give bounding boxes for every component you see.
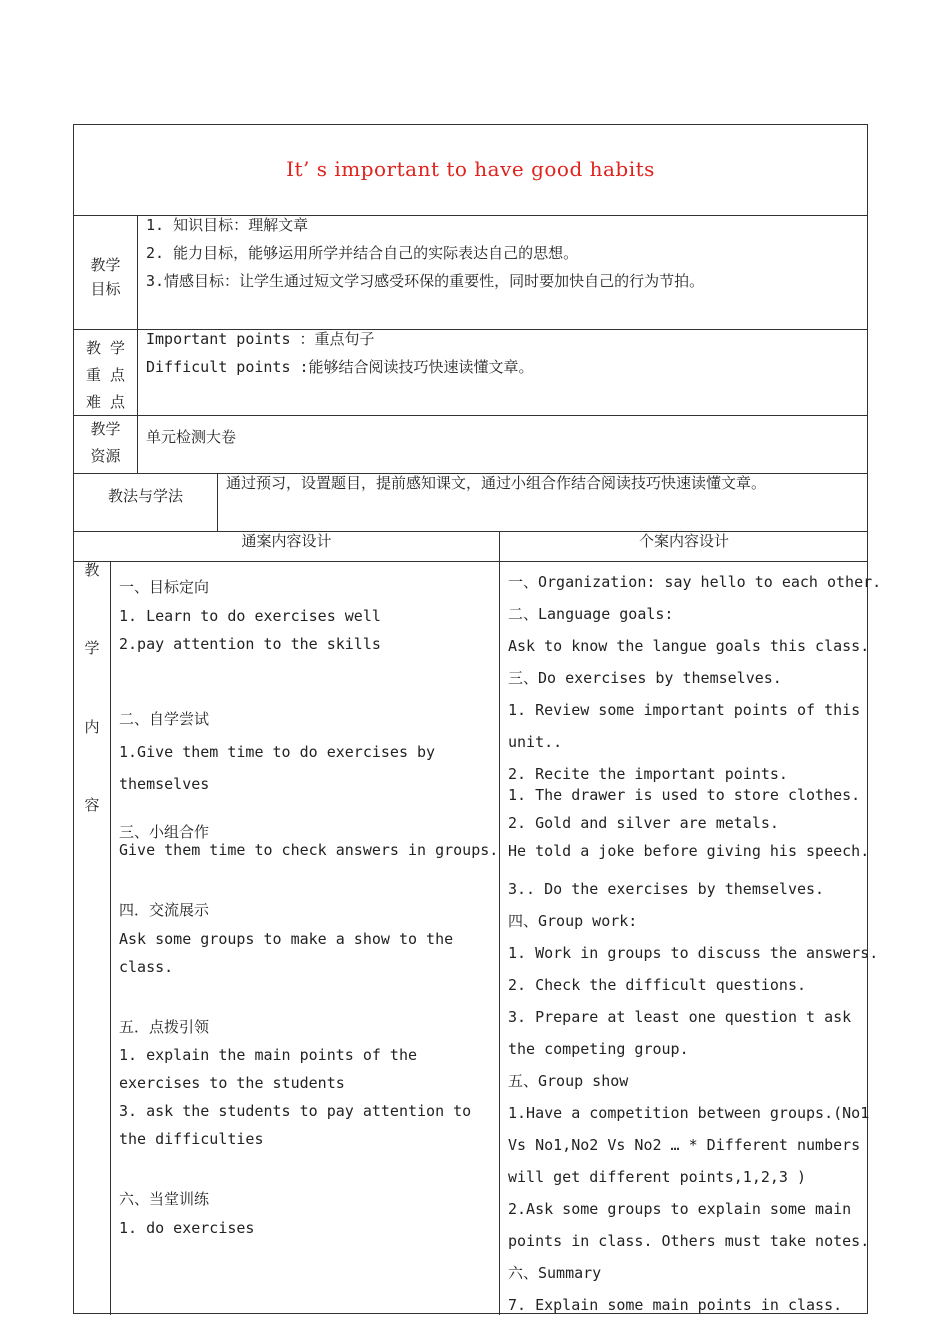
col-divider <box>137 215 138 473</box>
resources-value: 单元检测大卷 <box>146 428 237 446</box>
common-plan-line: 二、自学尝试 <box>119 710 210 728</box>
individual-plan-line: Ask to know the langue goals this class. <box>508 637 870 655</box>
common-plan-line: the difficulties <box>119 1130 264 1148</box>
individual-plan-line: 六、Summary <box>508 1264 602 1282</box>
common-plan-line: themselves <box>119 775 210 793</box>
common-plan-line: Give them time to check answers in groups. <box>119 841 499 859</box>
difficult-points: Difficult points :能够结合阅读技巧快速读懂文章。 <box>146 358 534 376</box>
common-plan-line: 五．点拨引领 <box>119 1018 210 1036</box>
row-divider <box>74 561 867 562</box>
individual-plan-line: 3.. Do the exercises by themselves. <box>508 880 825 898</box>
common-plan-line: 三、小组合作 <box>119 823 210 841</box>
methods-label: 教法与学法 <box>107 487 183 505</box>
content-label-char: 容 <box>84 796 100 814</box>
individual-plan-line: points in class. Others must take notes. <box>508 1232 870 1250</box>
common-plan-line: 一、目标定向 <box>119 578 210 596</box>
objective-item: 3.情感目标：让学生通过短文学习感受环保的重要性，同时要加快自己的行为节拍。 <box>146 272 705 290</box>
individual-plan-header: 个案内容设计 <box>638 532 729 550</box>
content-label-char: 教 <box>84 561 100 579</box>
common-plan-line: 1. explain the main points of the <box>119 1046 418 1064</box>
individual-plan-line: 一、Organization: say hello to each other. <box>508 573 882 591</box>
row-divider <box>74 415 867 416</box>
common-plan-line: 1. do exercises <box>119 1219 255 1237</box>
individual-plan-line: 2. Check the difficult questions. <box>508 976 807 994</box>
lesson-title: It’ s important to have good habits <box>286 157 655 181</box>
individual-plan-line: 1. Review some important points of this <box>508 701 861 719</box>
individual-plan-line: 四、Group work: <box>508 912 638 930</box>
individual-plan-line: 3. Prepare at least one question t ask <box>508 1008 852 1026</box>
important-points: Important points ：重点句子 <box>146 330 375 348</box>
common-plan-line: 1.Give them time to do exercises by <box>119 743 436 761</box>
common-plan-line: 四．交流展示 <box>119 901 210 919</box>
common-plan-line: class. <box>119 958 174 976</box>
common-plan-line: 1. Learn to do exercises well <box>119 607 381 625</box>
individual-plan-line: 五、Group show <box>508 1072 629 1090</box>
common-plan-line: Ask some groups to make a show to the <box>119 930 454 948</box>
individual-plan-line: 1. Work in groups to discuss the answers. <box>508 944 879 962</box>
common-plan-line: 3. ask the students to pay attention to <box>119 1102 472 1120</box>
key-points-label: 教 学 重 点 难 点 <box>85 339 126 411</box>
individual-plan-line: 2. Gold and silver are metals. <box>508 814 779 832</box>
col-divider <box>499 531 500 1315</box>
individual-plan-line: 2. Recite the important points. <box>508 765 788 783</box>
col-divider <box>217 473 218 531</box>
methods-value: 通过预习，设置题目，提前感知课文，通过小组合作结合阅读技巧快速读懂文章。 <box>226 474 767 492</box>
common-plan-header: 通案内容设计 <box>241 532 332 550</box>
individual-plan-line: 1. The drawer is used to store clothes. <box>508 786 861 804</box>
individual-plan-line: Vs No1,No2 Vs No2 … * Different numbers <box>508 1136 861 1154</box>
individual-plan-line: 二、Language goals: <box>508 605 674 623</box>
objective-item: 2. 能力目标，能够运用所学并结合自己的实际表达自己的思想。 <box>146 244 579 262</box>
lesson-plan-table <box>73 124 882 1314</box>
common-plan-line: 六、当堂训练 <box>119 1190 210 1208</box>
individual-plan-line: 7. Explain some main points in class. <box>508 1296 843 1314</box>
individual-plan-line: the competing group. <box>508 1040 689 1058</box>
objective-item: 1. 知识目标：理解文章 <box>146 216 309 234</box>
individual-plan-line: will get different points,1,2,3 ) <box>508 1168 807 1186</box>
individual-plan-line: 2.Ask some groups to explain some main <box>508 1200 852 1218</box>
individual-plan-line: He told a joke before giving his speech. <box>508 842 870 860</box>
common-plan-line: 2.pay attention to the skills <box>119 635 381 653</box>
individual-plan-line: 1.Have a competition between groups.(No1 <box>508 1104 870 1122</box>
common-plan-line: exercises to the students <box>119 1074 345 1092</box>
col-divider <box>110 561 111 1315</box>
resources-label: 教学 资源 <box>90 420 121 465</box>
individual-plan-line: unit.. <box>508 733 563 751</box>
content-label-char: 内 <box>84 718 100 736</box>
objectives-label: 教学 目标 <box>90 256 121 298</box>
content-label-char: 学 <box>84 639 100 657</box>
individual-plan-line: 三、Do exercises by themselves. <box>508 669 782 687</box>
